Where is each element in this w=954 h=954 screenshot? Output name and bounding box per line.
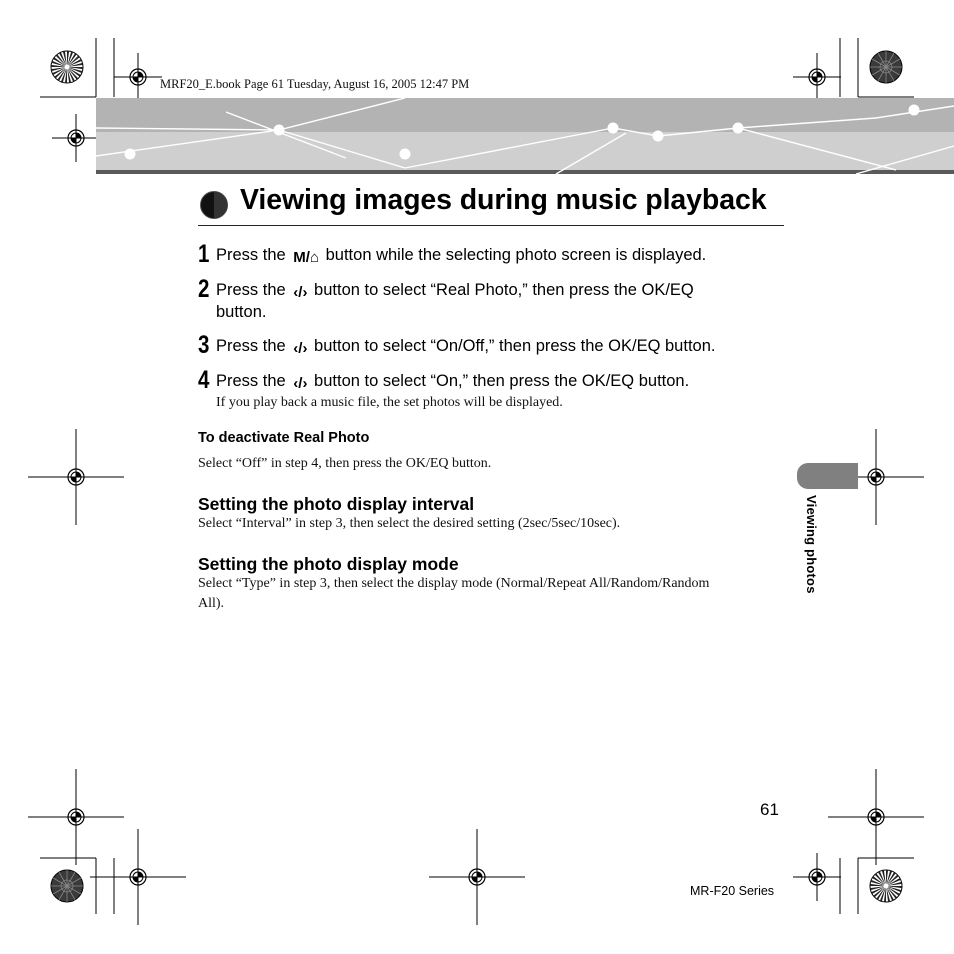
banner-dot — [909, 105, 920, 116]
step-text: Press the ‹/› button to select “On,” then press the OK/EQ button. — [216, 370, 689, 395]
step-note: If you play back a music file, the set photos will be displayed. — [216, 395, 563, 410]
step-text: Press the ‹/› button to select “Real Photo,” then press the OK/EQ — [216, 279, 694, 304]
step-number: 2 — [198, 275, 209, 303]
banner-rule — [96, 170, 954, 174]
page-title: Viewing images during music playback — [240, 184, 767, 216]
subheading-interval: Setting the photo display interval — [198, 494, 475, 514]
filled-target-mark — [870, 51, 902, 83]
banner-dot — [733, 123, 744, 134]
registration-mark — [793, 53, 841, 101]
registration-mark — [828, 769, 924, 865]
left-right-button-icon: ‹/› — [293, 340, 308, 357]
step-number: 1 — [198, 240, 209, 268]
section-title-row — [198, 182, 784, 226]
chapter-side-tab — [797, 463, 858, 489]
step-number: 3 — [198, 331, 209, 359]
banner-dot — [653, 131, 664, 142]
filled-target-mark — [51, 870, 83, 902]
footer-series: MR-F20 Series — [690, 884, 775, 898]
subheading-mode: Setting the photo display mode — [198, 554, 459, 574]
body-text: All). — [198, 596, 225, 611]
banner-top-band — [96, 98, 954, 132]
star-target-mark — [870, 870, 902, 902]
body-text: Select “Type” in step 3, then select the display mode (Normal/Repeat All/Random/Random — [198, 576, 710, 591]
step-text: Press the ‹/› button to select “On/Off,” then press the OK/EQ button. — [216, 335, 715, 360]
print-header: MRF20_E.book Page 61 Tuesday, August 16, 2005 12:47 PM — [160, 77, 470, 91]
banner-dot — [400, 149, 411, 160]
header-banner — [96, 98, 954, 174]
registration-mark — [429, 829, 525, 925]
registration-mark — [793, 853, 841, 901]
left-right-button-icon: ‹/› — [293, 375, 308, 392]
banner-dot — [608, 123, 619, 134]
menu-home-button-icon: M/⌂ — [293, 249, 320, 266]
registration-mark — [28, 769, 124, 865]
left-right-button-icon: ‹/› — [293, 284, 308, 301]
registration-mark — [90, 829, 186, 925]
step-number: 4 — [198, 366, 209, 394]
registration-mark — [28, 429, 124, 525]
chapter-side-label: Viewing photos — [804, 495, 819, 594]
banner-dot — [274, 125, 285, 136]
registration-mark — [52, 114, 100, 162]
registration-mark — [114, 53, 162, 101]
banner-dot — [125, 149, 136, 160]
body-text: Select “Off” in step 4, then press the OK/EQ button. — [198, 456, 492, 471]
star-target-mark — [51, 51, 83, 83]
body-text: Select “Interval” in step 3, then select the desired setting (2sec/5sec/10sec). — [198, 516, 621, 531]
page-number: 61 — [760, 800, 779, 819]
step-text-continued: button. — [216, 303, 267, 321]
subheading-deactivate: To deactivate Real Photo — [198, 430, 370, 446]
title-bullet-icon — [199, 190, 229, 220]
step-text: Press the M/⌂ button while the selecting photo screen is displayed. — [216, 244, 706, 269]
